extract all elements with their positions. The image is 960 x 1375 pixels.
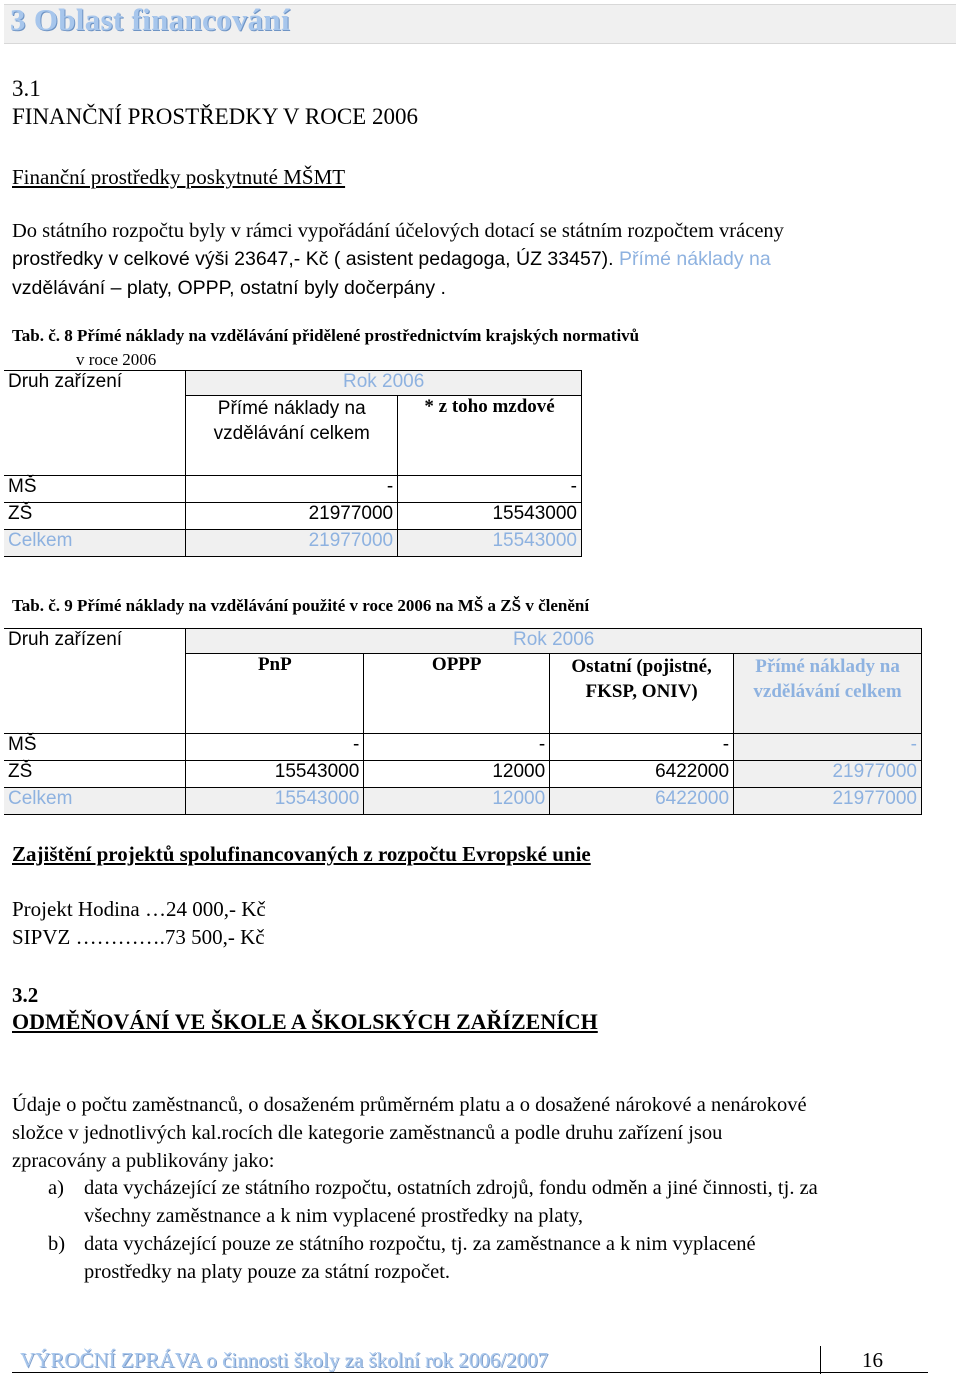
cell-type: ZŠ xyxy=(8,503,33,524)
cell-type: MŠ xyxy=(8,476,37,497)
header-year: Rok 2006 xyxy=(186,629,922,654)
cell-total: - xyxy=(734,734,922,761)
header-direct-costs: Přímé náklady na vzdělávání celkem xyxy=(186,396,398,476)
footer-separator xyxy=(820,1346,821,1374)
list-item-line: data vycházející ze státního rozpočtu, ostatních zdrojů, fondu odměn a jiné činnosti, tj. za xyxy=(84,1177,818,1199)
total-direct: 21977000 xyxy=(186,530,398,557)
list-item-line: prostředky na platy pouze za státní rozpočet. xyxy=(84,1261,451,1283)
table-8 xyxy=(4,370,582,557)
list-item-line: data vycházející pouze ze státního rozpočtu, tj. za zaměstnance a k nim vyplacené xyxy=(84,1233,756,1255)
subsection-heading: Finanční prostředky poskytnuté MŠMT xyxy=(12,165,346,189)
paragraph-text: prostředky v celkové výši 23647,- Kč ( asistent pedagoga, ÚZ 33457). xyxy=(12,248,614,270)
header-other: Ostatní (pojistné, FKSP, ONIV) xyxy=(550,654,734,734)
total-oppp: 12000 xyxy=(364,788,550,815)
paragraph-line: složce v jednotlivých kal.rocích dle kategorie zaměstnanců a podle druhu zařízení jsou xyxy=(12,1122,723,1144)
total-other: 6422000 xyxy=(550,788,734,815)
cell-pnp: 15543000 xyxy=(186,761,364,788)
cell-total: 21977000 xyxy=(734,761,922,788)
section-title: FINANČNÍ PROSTŘEDKY V ROCE 2006 xyxy=(12,104,418,129)
cell-direct: 21977000 xyxy=(186,503,398,530)
paragraph-line: vzdělávání – platy, OPPP, ostatní byly dočerpány . xyxy=(12,277,446,299)
cell-other: - xyxy=(550,734,734,761)
cell-oppp: 12000 xyxy=(364,761,550,788)
list-item-line: všechny zaměstnance a k nim vyplacené prostředky na platy, xyxy=(84,1205,584,1227)
cell-wages: 15543000 xyxy=(398,503,582,530)
list-marker: b) xyxy=(48,1233,66,1255)
total-total: 21977000 xyxy=(734,788,922,815)
header-type: Druh zařízení xyxy=(4,629,186,734)
paragraph-line xyxy=(12,248,956,271)
table-caption: Tab. č. 8 Přímé náklady na vzdělávání přidělené prostřednictvím krajských normativů xyxy=(12,326,640,345)
paragraph-line: Údaje o počtu zaměstnanců, o dosaženém průměrném platu a o dosažené nárokové a nenárokové xyxy=(12,1094,807,1116)
header-oppp: OPPP xyxy=(364,654,550,734)
cell-type: MŠ xyxy=(8,734,37,755)
paragraph-text-highlight: Přímé náklady na xyxy=(613,248,771,270)
paragraph-line: zpracovány a publikovány jako: xyxy=(12,1150,275,1172)
list-marker: a) xyxy=(48,1177,64,1199)
chapter-title: 3 Oblast financování xyxy=(10,2,290,37)
eu-heading: Zajištění projektů spolufinancovaných z rozpočtu Evropské unie xyxy=(12,842,591,866)
header-pnp: PnP xyxy=(186,654,364,734)
header-year: Rok 2006 xyxy=(186,371,582,396)
total-label: Celkem xyxy=(4,530,186,557)
footer-title: VÝROČNÍ ZPRÁVA o činnosti školy za školní rok 2006/2007 xyxy=(20,1348,549,1372)
table-caption-line2: v roce 2006 xyxy=(76,350,157,369)
cell-oppp: - xyxy=(364,734,550,761)
section-number: 3.2 xyxy=(12,983,39,1007)
eu-project-item: SIPVZ ………….73 500,- Kč xyxy=(12,925,265,949)
eu-project-item: Projekt Hodina …24 000,- Kč xyxy=(12,897,266,921)
cell-pnp: - xyxy=(186,734,364,761)
section-number: 3.1 xyxy=(12,76,41,101)
page-number: 16 xyxy=(862,1348,883,1372)
header-total: Přímé náklady na vzdělávání celkem xyxy=(734,654,922,734)
table-caption: Tab. č. 9 Přímé náklady na vzdělávání použité v roce 2006 na MŠ a ZŠ v členění xyxy=(12,596,590,615)
cell-direct: - xyxy=(186,476,398,503)
paragraph-line: Do státního rozpočtu byly v rámci vypořádání účelových dotací se státním rozpočtem vráceny xyxy=(12,220,784,242)
footer-rule xyxy=(12,1372,928,1373)
cell-other: 6422000 xyxy=(550,761,734,788)
header-wages: * z toho mzdové xyxy=(398,396,582,476)
table-9 xyxy=(4,628,922,815)
total-wages: 15543000 xyxy=(398,530,582,557)
header-type: Druh zařízení xyxy=(4,371,186,476)
section-title: ODMĚŇOVÁNÍ VE ŠKOLE A ŠKOLSKÝCH ZAŘÍZENÍCH xyxy=(12,1009,598,1034)
cell-wages: - xyxy=(398,476,582,503)
total-label: Celkem xyxy=(4,788,186,815)
cell-type: ZŠ xyxy=(8,761,33,782)
total-pnp: 15543000 xyxy=(186,788,364,815)
